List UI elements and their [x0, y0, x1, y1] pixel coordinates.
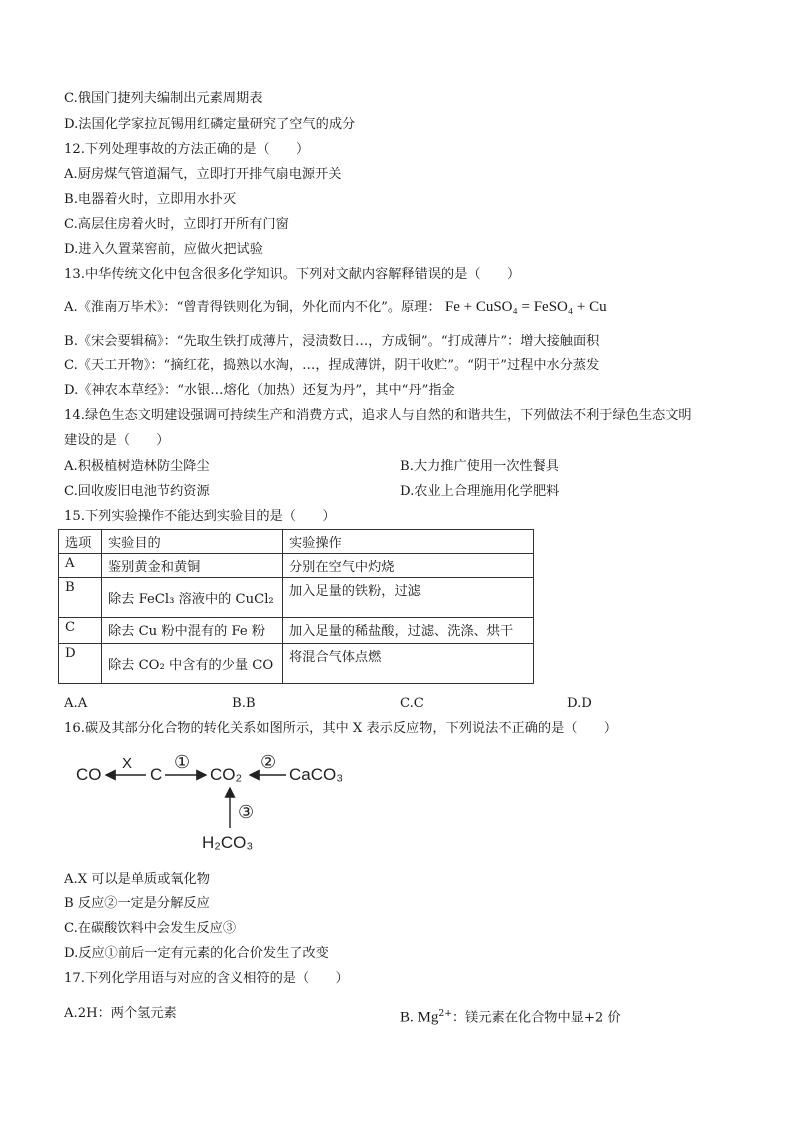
q16-option-d: D.反应①前后一定有元素的化合价发生了改变 — [64, 946, 329, 961]
q11-option-c: C.俄国门捷列夫编制出元素周期表 — [64, 91, 263, 106]
reaction-2-label: ② — [260, 752, 277, 772]
reaction-1-label: ① — [174, 752, 191, 772]
table-row — [59, 644, 534, 684]
caco3-label: CaCO₃ — [289, 765, 344, 784]
co-label: CO — [76, 765, 102, 784]
q11-option-d: D.法国化学家拉瓦锡用红磷定量研究了空气的成分 — [64, 117, 356, 132]
table-cell-option: B — [59, 578, 102, 618]
q13-option-a — [64, 298, 607, 317]
table-row — [59, 618, 534, 644]
q13-option-d: D.《神农本草经》：“水银…熔化（加热）还复为丹”，其中“丹”指金 — [64, 383, 455, 398]
co2-label: CO₂ — [210, 765, 243, 784]
table-header-goal: 实验目的 — [102, 530, 283, 554]
h2co3-label: H₂CO₃ — [202, 833, 254, 852]
q15-stem: 15.下列实验操作不能达到实验目的是（ ） — [64, 509, 336, 524]
q17-option-b — [400, 1005, 621, 1027]
q15-option-d: D.D — [567, 696, 592, 711]
table-cell-option: C — [59, 618, 102, 644]
carbon-conversion-diagram — [70, 748, 360, 858]
table-header-option: 选项 — [59, 530, 102, 554]
q14-stem: 14.绿色生态文明建设强调可持续生产和消费方式，追求人与自然的和谐共生，下列做法不利于绿色生态文明 — [64, 408, 692, 423]
reaction-3-label: ③ — [238, 802, 255, 822]
q17-mg-charge: 2+ — [438, 1008, 452, 1019]
q17-stem: 17.下列化学用语与对应的含义相符的是（ ） — [64, 971, 349, 986]
q17-option-a: A.2H：两个氢元素 — [64, 1006, 177, 1021]
q14-option-b: B.大力推广使用一次性餐具 — [400, 459, 559, 474]
q16-option-b: B 反应②一定是分解反应 — [64, 896, 210, 911]
q14-stem-continued: 建设的是（ ） — [64, 433, 170, 448]
q13-equation: Fe + CuSO₄ = FeSO₄ + Cu — [444, 299, 607, 315]
q15-option-c: C.C — [400, 696, 424, 711]
q16-option-a: A.X 可以是单质或氧化物 — [64, 872, 210, 887]
q14-option-c: C.回收废旧电池节约资源 — [64, 484, 210, 499]
q15-experiment-table — [58, 529, 534, 684]
table-header-operation: 实验操作 — [283, 530, 534, 554]
q13-option-b: B.《宋会要辑稿》：“先取生铁打成薄片，浸渍数日…，方成铜”。“打成薄片”：增大接触面积 — [64, 334, 600, 349]
q12-option-c: C.高层住房着火时，立即打开所有门窗 — [64, 217, 289, 232]
table-header-row — [59, 530, 534, 554]
q16-stem: 16.碳及其部分化合物的转化关系如图所示，其中 X 表示反应物，下列说法不正确的是（ ） — [64, 721, 618, 736]
table-cell-goal: 鉴别黄金和黄铜 — [102, 554, 283, 578]
q17-option-b-text: ：镁元素在化合物中显+2 价 — [451, 1010, 621, 1026]
table-cell-option: D — [59, 644, 102, 684]
q12-option-a: A.厨房煤气管道漏气，立即打开排气扇电源开关 — [64, 167, 342, 182]
reactant-x-label: X — [122, 755, 133, 772]
table-cell-operation: 分别在空气中灼烧 — [283, 554, 534, 578]
table-row — [59, 554, 534, 578]
q16-option-c: C.在碳酸饮料中会发生反应③ — [64, 921, 237, 936]
table-cell-option: A — [59, 554, 102, 578]
q12-option-d: D.进入久置菜窖前，应做火把试验 — [64, 242, 263, 257]
table-cell-goal: 除去 CO₂ 中含有的少量 CO — [102, 644, 283, 684]
table-cell-goal: 除去 Cu 粉中混有的 Fe 粉 — [102, 618, 283, 644]
q12-option-b: B.电器着火时，立即用水扑灭 — [64, 192, 237, 207]
table-cell-operation: 加入足量的铁粉，过滤 — [283, 578, 534, 618]
table-cell-goal: 除去 FeCl₃ 溶液中的 CuCl₂ — [102, 578, 283, 618]
table-cell-operation: 将混合气体点燃 — [283, 644, 534, 684]
table-cell-operation: 加入足量的稀盐酸，过滤、洗涤、烘干 — [283, 618, 534, 644]
c-label: C — [150, 765, 163, 784]
q14-option-a: A.积极植树造林防尘降尘 — [64, 459, 210, 474]
q13-stem: 13.中华传统文化中包含很多化学知识。下列对文献内容解释错误的是（ ） — [64, 267, 521, 282]
q12-stem: 12.下列处理事故的方法正确的是（ ） — [64, 142, 310, 157]
q13-option-a-text: A.《淮南万毕术》：“曾青得铁则化为铜，外化而内不化”。原理： — [64, 300, 441, 315]
q15-option-b: B.B — [232, 696, 256, 711]
q15-option-a: A.A — [64, 696, 88, 711]
table-row — [59, 578, 534, 618]
q14-option-d: D.农业上合理施用化学肥料 — [400, 484, 560, 499]
q13-option-c: C.《天工开物》：“摘红花，捣熟以水淘，…，捏成薄饼，阴干收贮”。“阴干”过程中水分蒸发 — [64, 358, 600, 373]
q17-mg-symbol: B. Mg — [400, 1009, 439, 1026]
